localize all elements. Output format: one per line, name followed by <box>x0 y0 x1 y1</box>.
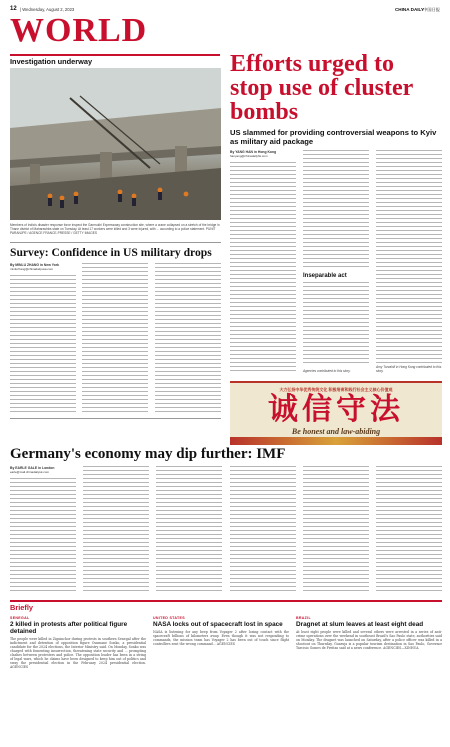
germany-headline: Germany's economy may dip further: IMF <box>10 446 286 462</box>
cluster-col-3 <box>376 150 442 373</box>
photo-caption: Members of India's disaster response force inspect the Garmukhi Expressway construction site, where a crane collapsed on a stretch of the bridge in Thane district of Maharashtra state on Tuesday. At least 17 workers were killed and 3 were injured, with ... according to a police statement. PUNIT PARANJPE / AGENCE FRANCE-PRESSE / GETTY IMAGES <box>10 223 220 235</box>
survey-col-2 <box>82 263 148 415</box>
brief-kicker: UNITED STATES <box>153 616 185 620</box>
page-date: | Wednesday, August 2, 2023 <box>20 7 75 12</box>
bridge-collapse-photo <box>10 68 221 220</box>
paper-name: CHINA DAILY <box>394 7 424 12</box>
survey-byline-email: minluzhang@chinadailyusa.com <box>10 267 54 271</box>
germany-body <box>10 466 442 594</box>
survey-col-1 <box>10 263 76 415</box>
brief-body: At least eight people were killed and several others were arrested in a series of anti-crime operations over the weekend in southeast Brazil's Sao Paulo state, authorities said on Monday. The dragnet was launched on Saturday, after a police officer was killed in a shootout on Thursday. Guaruja is a popular tourism destination in Sao Paulo, Governor Tarcisio Gomes de Freitas said at a news conference. AGENCIES—XINHUA <box>296 630 442 650</box>
cluster-pull-head: Inseparable act <box>303 273 347 279</box>
brief-item-brazil <box>296 616 442 742</box>
civic-banner <box>230 381 442 445</box>
briefly-rule <box>10 600 442 602</box>
brief-body: NASA is listening for any beep from Voyager 2 after losing contact with the spacecraft billions of kilometers away. Even though it was not responding to commands, the mission team has Voyager 2 has been out of touch since flight controllers sent the wrong command... AGENCIES <box>153 630 289 646</box>
briefly-label: Briefly <box>10 603 34 612</box>
survey-body <box>10 263 221 415</box>
cluster-byline: By YANG HAN in Hong Kong <box>230 150 277 154</box>
cluster-body <box>230 150 442 373</box>
cluster-col3-footer: Amy Turvahill in Hong Kong contributed to this story. <box>376 365 442 373</box>
germany-col-3 <box>156 466 222 594</box>
germany-col-6 <box>376 466 442 594</box>
germany-byline: By EARLE GALE in London <box>10 466 55 470</box>
banner-bottom-strip <box>230 437 442 445</box>
germany-byline-email: earle@mail.chinadailyuk.com <box>10 470 50 474</box>
investigation-label: Investigation underway <box>10 57 93 66</box>
page-number: 12 <box>10 6 17 12</box>
brief-kicker: SENEGAL <box>10 616 30 620</box>
brief-headline: NASA locks out of spacecraft lost in space <box>153 621 283 628</box>
divider <box>10 242 221 243</box>
banner-title: 诚信守法 <box>268 392 404 427</box>
section-title: WORLD <box>10 12 148 49</box>
germany-col-2 <box>83 466 149 594</box>
cluster-footer: Agencies contributed to this story. <box>303 369 351 373</box>
cluster-subhead: US slammed for providing controversial weapons to Kyiv as military aid package <box>230 128 437 146</box>
cluster-col-2 <box>303 150 369 373</box>
survey-byline: By MINLU ZHANG in New York <box>10 263 60 267</box>
brief-headline: 2 killed in protests after political figure detained <box>10 621 128 635</box>
news-photo <box>10 68 221 220</box>
survey-headline: Survey: Confidence in US military drops <box>10 246 212 259</box>
brief-item-senegal <box>10 616 146 742</box>
survey-col-3 <box>155 263 221 415</box>
brief-headline: Dragnet at slum leaves at least eight dead <box>296 621 424 628</box>
germany-col-1 <box>10 466 76 594</box>
divider <box>10 418 221 419</box>
section-rule <box>10 54 220 56</box>
cluster-byline-email: hanyang@chinadailyhk.com <box>230 154 268 158</box>
brief-body: The people were killed in Ziguinchor during protests in southern Senegal after the indictment and detention of opposition figure Ousmane Sonko, a presidential candidate for the 2024 elections, the Interior Ministry said. On Monday, Sonko was charged with fomenting insurrection, threatening state security and ... prompting clashes between protesters and police. The opposition leader has been in a string of legal wars, which he claims have been designed to keep him out of politics and sway the presidential election in the February 2024 presidential election. AGENCIES <box>10 637 146 669</box>
germany-col-4 <box>230 466 296 594</box>
germany-col-5 <box>303 466 369 594</box>
cluster-col-1 <box>230 150 296 373</box>
banner-top-line: 大力弘扬中华优秀传统文化 积极培育和践行社会主义核心价值观 <box>279 387 393 392</box>
brief-kicker: BRAZIL <box>296 616 311 620</box>
paper-name-cn: 中国日报 <box>423 7 440 12</box>
brief-item-nasa <box>153 616 289 742</box>
banner-subtitle: Be honest and law-abiding <box>291 427 381 436</box>
cluster-headline: Efforts urged to stop use of cluster bombs <box>230 51 413 125</box>
